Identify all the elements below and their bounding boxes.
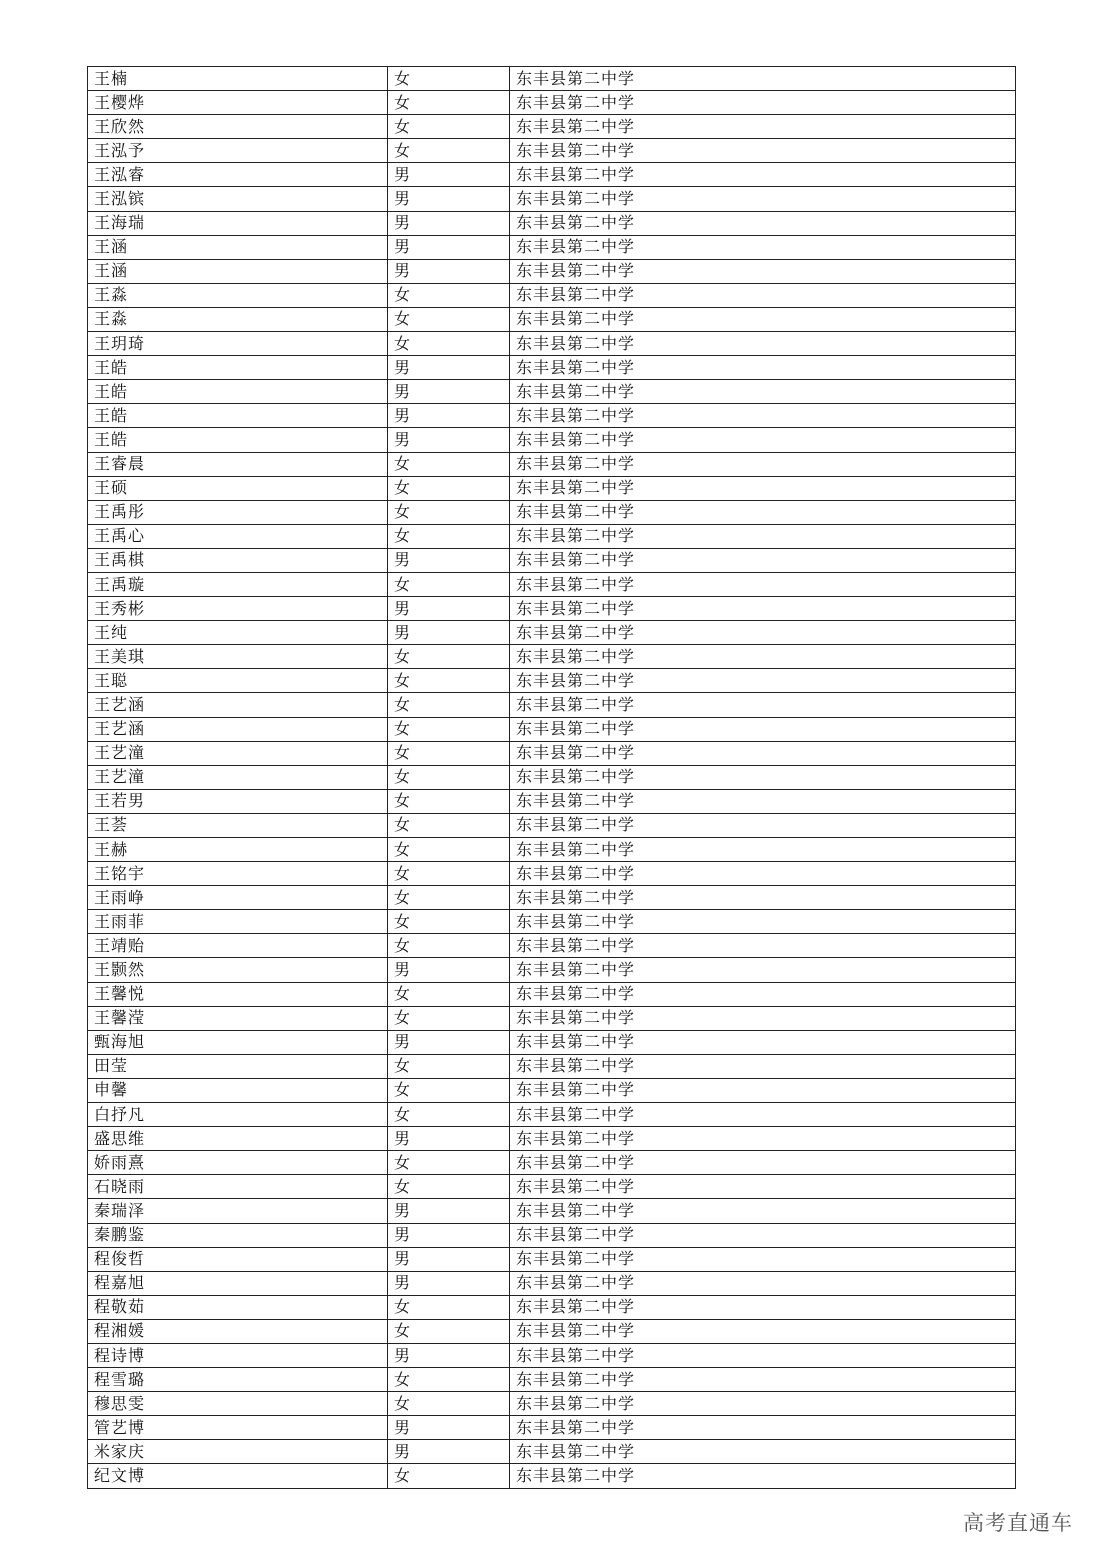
gender-cell: 女 [388,307,510,331]
gender-cell: 女 [388,1054,510,1078]
school-cell: 东丰县第二中学 [510,982,1016,1006]
gender-cell: 女 [388,645,510,669]
school-cell: 东丰县第二中学 [510,500,1016,524]
student-name-cell: 田莹 [88,1054,388,1078]
watermark: 高考直通车 [963,1511,1073,1535]
table-row [88,548,1016,572]
table-row [88,862,1016,886]
gender-cell: 女 [388,693,510,717]
table-row [88,1368,1016,1392]
student-name-cell: 米家庆 [88,1440,388,1464]
school-cell: 东丰县第二中学 [510,67,1016,91]
school-cell: 东丰县第二中学 [510,1054,1016,1078]
gender-cell: 女 [388,1368,510,1392]
student-name-cell: 王雨峥 [88,886,388,910]
table-row [88,1103,1016,1127]
gender-cell: 女 [388,572,510,596]
school-cell: 东丰县第二中学 [510,332,1016,356]
gender-cell: 男 [388,356,510,380]
school-cell: 东丰县第二中学 [510,572,1016,596]
gender-cell: 女 [388,1175,510,1199]
student-name-cell: 王樱烨 [88,91,388,115]
gender-cell: 女 [388,1006,510,1030]
student-name-cell: 王玥琦 [88,332,388,356]
student-name-cell: 王纯 [88,621,388,645]
student-name-cell: 王皓 [88,404,388,428]
roster-table [87,66,1016,1489]
student-name-cell: 王颢然 [88,958,388,982]
table-row [88,813,1016,837]
school-cell: 东丰县第二中学 [510,1151,1016,1175]
school-cell: 东丰县第二中学 [510,958,1016,982]
table-row [88,259,1016,283]
student-name-cell: 王铭宇 [88,862,388,886]
student-name-cell: 王淼 [88,283,388,307]
student-name-cell: 秦瑞泽 [88,1199,388,1223]
table-row [88,115,1016,139]
student-name-cell: 白抒凡 [88,1103,388,1127]
school-cell: 东丰县第二中学 [510,597,1016,621]
roster-body [88,67,1016,1489]
student-name-cell: 王皓 [88,356,388,380]
table-row [88,211,1016,235]
table-row [88,1392,1016,1416]
student-name-cell: 王雨菲 [88,910,388,934]
school-cell: 东丰县第二中学 [510,813,1016,837]
school-cell: 东丰县第二中学 [510,259,1016,283]
gender-cell: 男 [388,548,510,572]
school-cell: 东丰县第二中学 [510,621,1016,645]
table-row [88,1127,1016,1151]
school-cell: 东丰县第二中学 [510,380,1016,404]
gender-cell: 男 [388,1199,510,1223]
gender-cell: 女 [388,789,510,813]
student-name-cell: 王欣然 [88,115,388,139]
gender-cell: 女 [388,886,510,910]
table-row [88,163,1016,187]
table-row [88,380,1016,404]
school-cell: 东丰县第二中学 [510,1319,1016,1343]
table-row [88,645,1016,669]
gender-cell: 女 [388,283,510,307]
student-name-cell: 王禹心 [88,524,388,548]
gender-cell: 男 [388,1440,510,1464]
student-name-cell: 王海瑞 [88,211,388,235]
gender-cell: 女 [388,1392,510,1416]
gender-cell: 女 [388,1464,510,1488]
student-name-cell: 王睿晨 [88,452,388,476]
table-row [88,1054,1016,1078]
table-row [88,307,1016,331]
gender-cell: 男 [388,958,510,982]
gender-cell: 女 [388,139,510,163]
table-row [88,1271,1016,1295]
school-cell: 东丰县第二中学 [510,1199,1016,1223]
school-cell: 东丰县第二中学 [510,187,1016,211]
gender-cell: 女 [388,982,510,1006]
student-name-cell: 程嘉旭 [88,1271,388,1295]
school-cell: 东丰县第二中学 [510,211,1016,235]
table-row [88,91,1016,115]
school-cell: 东丰县第二中学 [510,524,1016,548]
gender-cell: 男 [388,404,510,428]
gender-cell: 女 [388,934,510,958]
school-cell: 东丰县第二中学 [510,645,1016,669]
gender-cell: 男 [388,1247,510,1271]
student-name-cell: 王楠 [88,67,388,91]
gender-cell: 女 [388,838,510,862]
table-row [88,1416,1016,1440]
student-name-cell: 程湘媛 [88,1319,388,1343]
table-row [88,1295,1016,1319]
table-row [88,1319,1016,1343]
table-row [88,741,1016,765]
gender-cell: 男 [388,163,510,187]
school-cell: 东丰县第二中学 [510,1127,1016,1151]
student-name-cell: 王艺涵 [88,693,388,717]
table-row [88,934,1016,958]
table-row [88,476,1016,500]
gender-cell: 女 [388,115,510,139]
table-row [88,621,1016,645]
table-row [88,1464,1016,1488]
school-cell: 东丰县第二中学 [510,1271,1016,1295]
gender-cell: 男 [388,1271,510,1295]
student-name-cell: 王靖贻 [88,934,388,958]
school-cell: 东丰县第二中学 [510,1223,1016,1247]
table-row [88,1247,1016,1271]
table-row [88,838,1016,862]
student-name-cell: 王泓镔 [88,187,388,211]
table-row [88,1175,1016,1199]
table-row [88,235,1016,259]
student-name-cell: 王禹棋 [88,548,388,572]
student-name-cell: 王泓予 [88,139,388,163]
school-cell: 东丰县第二中学 [510,862,1016,886]
school-cell: 东丰县第二中学 [510,1030,1016,1054]
school-cell: 东丰县第二中学 [510,693,1016,717]
school-cell: 东丰县第二中学 [510,741,1016,765]
table-row [88,356,1016,380]
gender-cell: 男 [388,187,510,211]
gender-cell: 男 [388,1127,510,1151]
school-cell: 东丰县第二中学 [510,1392,1016,1416]
gender-cell: 男 [388,621,510,645]
gender-cell: 男 [388,1223,510,1247]
school-cell: 东丰县第二中学 [510,1247,1016,1271]
school-cell: 东丰县第二中学 [510,307,1016,331]
student-name-cell: 管艺博 [88,1416,388,1440]
table-row [88,669,1016,693]
school-cell: 东丰县第二中学 [510,910,1016,934]
school-cell: 东丰县第二中学 [510,1078,1016,1102]
table-row [88,958,1016,982]
table-row [88,67,1016,91]
gender-cell: 女 [388,862,510,886]
student-name-cell: 程诗博 [88,1343,388,1367]
gender-cell: 女 [388,476,510,500]
gender-cell: 男 [388,597,510,621]
school-cell: 东丰县第二中学 [510,1368,1016,1392]
table-row [88,910,1016,934]
gender-cell: 女 [388,500,510,524]
student-name-cell: 程俊哲 [88,1247,388,1271]
student-name-cell: 王涵 [88,259,388,283]
student-name-cell: 王聪 [88,669,388,693]
school-cell: 东丰县第二中学 [510,934,1016,958]
school-cell: 东丰县第二中学 [510,1175,1016,1199]
student-name-cell: 程雪璐 [88,1368,388,1392]
school-cell: 东丰县第二中学 [510,91,1016,115]
student-name-cell: 王禹彤 [88,500,388,524]
school-cell: 东丰县第二中学 [510,404,1016,428]
gender-cell: 男 [388,211,510,235]
gender-cell: 女 [388,332,510,356]
school-cell: 东丰县第二中学 [510,356,1016,380]
gender-cell: 男 [388,380,510,404]
student-name-cell: 王皓 [88,428,388,452]
table-row [88,1440,1016,1464]
student-name-cell: 秦鹏鉴 [88,1223,388,1247]
student-name-cell: 申馨 [88,1078,388,1102]
gender-cell: 女 [388,1078,510,1102]
student-name-cell: 王皓 [88,380,388,404]
student-name-cell: 娇雨熹 [88,1151,388,1175]
school-cell: 东丰县第二中学 [510,838,1016,862]
gender-cell: 男 [388,235,510,259]
student-name-cell: 王淼 [88,307,388,331]
gender-cell: 男 [388,1030,510,1054]
student-name-cell: 王艺潼 [88,765,388,789]
table-row [88,452,1016,476]
table-row [88,693,1016,717]
table-row [88,139,1016,163]
gender-cell: 女 [388,1151,510,1175]
student-name-cell: 王馨滢 [88,1006,388,1030]
school-cell: 东丰县第二中学 [510,139,1016,163]
table-row [88,404,1016,428]
student-name-cell: 纪文博 [88,1464,388,1488]
gender-cell: 女 [388,452,510,476]
school-cell: 东丰县第二中学 [510,115,1016,139]
table-row [88,597,1016,621]
gender-cell: 女 [388,1319,510,1343]
gender-cell: 女 [388,669,510,693]
gender-cell: 男 [388,259,510,283]
school-cell: 东丰县第二中学 [510,717,1016,741]
student-name-cell: 王赫 [88,838,388,862]
school-cell: 东丰县第二中学 [510,1464,1016,1488]
school-cell: 东丰县第二中学 [510,452,1016,476]
gender-cell: 男 [388,428,510,452]
table-row [88,789,1016,813]
student-name-cell: 王涵 [88,235,388,259]
gender-cell: 女 [388,524,510,548]
school-cell: 东丰县第二中学 [510,1416,1016,1440]
table-row [88,886,1016,910]
student-name-cell: 王若男 [88,789,388,813]
table-row [88,524,1016,548]
school-cell: 东丰县第二中学 [510,1006,1016,1030]
student-name-cell: 王艺潼 [88,741,388,765]
table-row [88,1343,1016,1367]
table-row [88,1199,1016,1223]
table-row [88,982,1016,1006]
gender-cell: 女 [388,910,510,934]
table-row [88,1006,1016,1030]
student-name-cell: 王硕 [88,476,388,500]
school-cell: 东丰县第二中学 [510,235,1016,259]
student-name-cell: 石晓雨 [88,1175,388,1199]
student-name-cell: 程敬茹 [88,1295,388,1319]
school-cell: 东丰县第二中学 [510,1103,1016,1127]
school-cell: 东丰县第二中学 [510,548,1016,572]
gender-cell: 男 [388,1416,510,1440]
table-row [88,500,1016,524]
school-cell: 东丰县第二中学 [510,1295,1016,1319]
school-cell: 东丰县第二中学 [510,476,1016,500]
table-row [88,1223,1016,1247]
gender-cell: 女 [388,813,510,837]
table-row [88,1078,1016,1102]
gender-cell: 女 [388,91,510,115]
table-row [88,428,1016,452]
school-cell: 东丰县第二中学 [510,789,1016,813]
table-row [88,717,1016,741]
table-row [88,572,1016,596]
gender-cell: 女 [388,717,510,741]
student-name-cell: 甄海旭 [88,1030,388,1054]
student-name-cell: 王馨悦 [88,982,388,1006]
school-cell: 东丰县第二中学 [510,163,1016,187]
table-row [88,187,1016,211]
table-row [88,1151,1016,1175]
student-name-cell: 王泓睿 [88,163,388,187]
school-cell: 东丰县第二中学 [510,283,1016,307]
student-name-cell: 王美琪 [88,645,388,669]
gender-cell: 男 [388,1343,510,1367]
student-name-cell: 王秀彬 [88,597,388,621]
table-row [88,332,1016,356]
school-cell: 东丰县第二中学 [510,669,1016,693]
student-name-cell: 盛思维 [88,1127,388,1151]
gender-cell: 女 [388,765,510,789]
student-name-cell: 王禹璇 [88,572,388,596]
school-cell: 东丰县第二中学 [510,1343,1016,1367]
school-cell: 东丰县第二中学 [510,886,1016,910]
student-name-cell: 王艺涵 [88,717,388,741]
gender-cell: 女 [388,1295,510,1319]
table-row [88,1030,1016,1054]
gender-cell: 女 [388,67,510,91]
gender-cell: 女 [388,741,510,765]
school-cell: 东丰县第二中学 [510,1440,1016,1464]
school-cell: 东丰县第二中学 [510,428,1016,452]
student-name-cell: 穆思雯 [88,1392,388,1416]
school-cell: 东丰县第二中学 [510,765,1016,789]
table-row [88,765,1016,789]
gender-cell: 女 [388,1103,510,1127]
table-row [88,283,1016,307]
student-name-cell: 王荟 [88,813,388,837]
